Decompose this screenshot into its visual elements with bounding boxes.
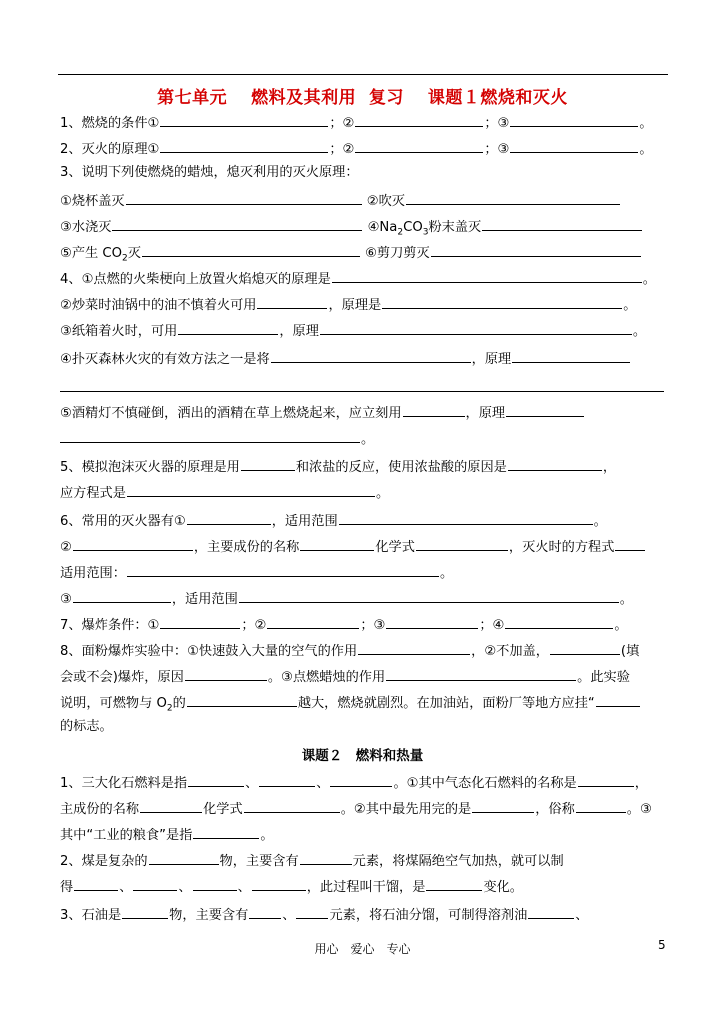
question-3-intro: 3、说明下列使燃烧的蜡烛，熄灭利用的灭火原理： (60, 165, 359, 180)
answer-blank[interactable] (576, 798, 626, 813)
s2q1-text: 化学式 (203, 802, 243, 817)
answer-blank[interactable] (193, 876, 237, 891)
q4-text: 。 (361, 432, 375, 447)
answer-blank[interactable] (508, 456, 602, 471)
answer-blank[interactable] (133, 876, 177, 891)
question-6 (60, 510, 607, 528)
q7-text: 。 (614, 618, 628, 633)
s2-question-2-cont (60, 876, 523, 894)
s2q1-text: 、 (316, 776, 330, 791)
answer-blank[interactable] (126, 190, 362, 205)
question-3-row-2 (60, 216, 643, 238)
answer-blank[interactable] (257, 294, 327, 309)
question-8-cont-3: 的标志。 (60, 719, 113, 734)
answer-blank[interactable] (386, 614, 478, 629)
s2q2-text: 、 (119, 880, 133, 895)
q4-text: ，原理 (471, 352, 512, 367)
answer-blank[interactable] (60, 428, 360, 443)
q5-text: ， (602, 460, 617, 475)
subscript: 3 (422, 227, 429, 238)
s2q2-text: 得 (60, 880, 74, 895)
answer-blank[interactable] (578, 772, 634, 787)
s2-question-1-cont-2 (60, 824, 274, 842)
question-2 (60, 138, 653, 156)
q3-item-5: ⑤产生 CO (60, 246, 122, 261)
q2-text-d: 。 (639, 142, 653, 157)
question-4-part-5 (60, 402, 585, 420)
s2q2-text: 物，主要含有 (219, 854, 299, 869)
s2q1-text: ， (634, 776, 648, 791)
q1-text-a: 1、燃烧的条件① (60, 116, 160, 131)
q6-text: 适用范围： (60, 566, 126, 581)
q6-text: 化学式 (375, 540, 415, 555)
answer-blank[interactable] (358, 640, 470, 655)
s2q2-text: 、 (178, 880, 192, 895)
question-6-item-2-range (60, 562, 453, 580)
s2q1-text: 、 (245, 776, 259, 791)
answer-blank[interactable] (127, 482, 375, 497)
answer-blank[interactable] (330, 772, 392, 787)
q3-item-3: ③水浇灭 (60, 220, 112, 235)
answer-blank[interactable] (160, 138, 328, 153)
answer-blank[interactable] (506, 402, 584, 417)
q6-text: 6、常用的灭火器有① (60, 514, 186, 529)
answer-blank[interactable] (127, 562, 439, 577)
q3-item-4: ④Na (367, 220, 398, 235)
section-2-title: 课题２ 燃料和热量 (301, 748, 424, 764)
answer-blank[interactable] (74, 876, 118, 891)
q2-text-b: ；② (329, 142, 355, 157)
question-4-part-3 (60, 320, 646, 338)
question-5-cont (60, 482, 389, 500)
q6-text: ，适用范围 (271, 514, 338, 529)
q6-text: ，灭火时的方程式 (508, 540, 615, 555)
answer-blank[interactable] (249, 904, 281, 919)
q8-text: 。③点燃蜡烛的作用 (267, 670, 386, 685)
answer-blank[interactable] (267, 614, 359, 629)
q6-text: 。 (593, 514, 607, 529)
q8-text: 说明，可燃物与 O (60, 696, 167, 711)
q1-text-d: 。 (639, 116, 653, 131)
q8-text: (填 (620, 644, 640, 659)
q4-text: ，原理是 (328, 298, 382, 313)
q6-text: ② (60, 540, 72, 555)
q7-text: ；④ (479, 618, 505, 633)
q8-text: 8、面粉爆炸实验中：①快速鼓入大量的空气的作用 (60, 644, 358, 659)
q3-item-4-formula: CO (403, 220, 423, 235)
answer-blank[interactable] (510, 112, 638, 127)
q4-text: 。 (642, 272, 656, 287)
q5-text: 和浓盐的反应，使用浓盐酸的原因是 (295, 460, 507, 475)
answer-blank[interactable] (122, 904, 168, 919)
answer-blank[interactable] (149, 850, 219, 865)
answer-blank[interactable] (339, 510, 593, 525)
s2q1-text: 。 (260, 828, 274, 843)
answer-blank[interactable] (482, 216, 642, 231)
q4-text: ②炒菜时油锅中的油不慎着火可用 (60, 298, 257, 313)
s2q1-text: 。②其中最先用完的是 (340, 802, 472, 817)
answer-blank[interactable] (320, 320, 632, 335)
subscript: 2 (121, 253, 128, 264)
s2q1-text: 1、三大化石燃料是指 (60, 776, 188, 791)
s2q3-text: 、 (575, 908, 589, 923)
s2-question-3 (60, 904, 588, 922)
question-1 (60, 112, 653, 130)
q4-text: ⑤酒精灯不慎碰倒，洒出的酒精在草上燃烧起来，应立刻用 (60, 406, 402, 421)
answer-blank[interactable] (140, 798, 202, 813)
s2q1-text: ，俗称 (535, 802, 575, 817)
question-8-cont-2 (60, 692, 641, 714)
q4-text: ④扑灭森林火灾的有效方法之一是将 (60, 352, 270, 367)
answer-blank[interactable] (386, 666, 576, 681)
answer-blank[interactable] (512, 348, 630, 363)
q4-text: 。 (623, 298, 637, 313)
page-title: 第七单元 燃料及其利用 复习 课题１燃烧和灭火 (157, 88, 568, 108)
q8-text: 。此实验 (577, 670, 630, 685)
s2q1-text: 。①其中气态化石燃料的名称是 (393, 776, 577, 791)
subscript: 2 (397, 227, 404, 238)
answer-blank[interactable] (596, 692, 640, 707)
question-4-part-2 (60, 294, 636, 312)
q4-text: ，原理 (465, 406, 506, 421)
question-8 (60, 640, 639, 658)
question-4-part-1 (60, 268, 656, 286)
answer-blank[interactable] (193, 824, 259, 839)
q6-text: 。 (439, 566, 454, 581)
question-4-part-4 (60, 348, 631, 366)
question-3-row-1 (60, 190, 621, 208)
q6-text: ③ (60, 592, 72, 607)
answer-blank[interactable] (416, 536, 508, 551)
s2q3-text: 物，主要含有 (169, 908, 249, 923)
answer-blank[interactable] (142, 242, 360, 257)
page-number: 5 (658, 938, 666, 952)
q4-text: 4、①点燃的火柴梗向上放置火焰熄灭的原理是 (60, 272, 331, 287)
question-7 (60, 614, 628, 632)
answer-blank[interactable] (550, 640, 620, 655)
q8-text: 越大，燃烧就剧烈。在加油站，面粉厂等地方应挂“ (297, 696, 595, 711)
answer-blank[interactable] (426, 876, 482, 891)
answer-blank[interactable] (271, 348, 471, 363)
answer-blank[interactable] (528, 904, 574, 919)
answer-blank[interactable] (355, 112, 483, 127)
q4-text: 。 (632, 324, 647, 339)
q3-item-1: ①烧杯盖灭 (60, 194, 125, 209)
subscript: 2 (166, 703, 173, 714)
s2q2-text: 、 (237, 880, 251, 895)
q3-item-2: ②吹灭 (366, 194, 405, 209)
q4-text: ，原理 (279, 324, 319, 339)
q5-text: 5、模拟泡沫灭火器的原理是用 (60, 460, 240, 475)
answer-blank[interactable] (296, 904, 328, 919)
s2q3-text: 3、石油是 (60, 908, 122, 923)
answer-blank[interactable] (510, 138, 638, 153)
q7-text: ；③ (360, 618, 386, 633)
answer-blank[interactable] (300, 536, 374, 551)
footer-motto: 用心 爱心 专心 (314, 942, 411, 956)
s2-question-1 (60, 772, 648, 790)
s2q1-text: 。③ (626, 802, 652, 817)
answer-blank[interactable] (160, 112, 328, 127)
question-6-item-3 (60, 588, 633, 606)
answer-blank[interactable] (406, 190, 620, 205)
question-8-cont-1 (60, 666, 630, 684)
s2q3-text: 、 (282, 908, 296, 923)
question-6-item-2 (60, 536, 646, 554)
answer-blank[interactable] (187, 692, 297, 707)
q8-text: 的 (172, 696, 186, 711)
s2q2-text: 变化。 (483, 880, 523, 895)
answer-blank[interactable] (160, 614, 240, 629)
q3-item-4-tail: 粉末盖灭 (428, 220, 482, 235)
answer-blank[interactable] (187, 510, 271, 525)
answer-blank[interactable] (505, 614, 613, 629)
answer-blank[interactable] (472, 798, 534, 813)
answer-blank[interactable] (615, 536, 645, 551)
top-rule (58, 74, 668, 75)
q8-text: 会或不会)爆炸，原因 (60, 670, 184, 685)
q5-text: 。 (375, 486, 390, 501)
answer-line[interactable] (60, 391, 664, 392)
answer-blank[interactable] (252, 876, 306, 891)
q6-text: ，适用范围 (171, 592, 238, 607)
q2-text-a: 2、灭火的原理① (60, 142, 160, 157)
answer-blank[interactable] (239, 588, 619, 603)
q1-text-c: ；③ (484, 116, 510, 131)
q7-text: 7、爆炸条件：① (60, 618, 160, 633)
answer-blank[interactable] (259, 772, 315, 787)
s2q1-text: 主成份的名称 (60, 802, 140, 817)
answer-blank[interactable] (244, 798, 340, 813)
s2-question-2 (60, 850, 564, 868)
answer-blank[interactable] (382, 294, 622, 309)
answer-blank[interactable] (73, 588, 171, 603)
answer-blank[interactable] (188, 772, 244, 787)
question-5 (60, 456, 616, 474)
question-3-row-3 (60, 242, 642, 264)
q7-text: ；② (241, 618, 267, 633)
q5-text: 应方程式是 (60, 486, 126, 501)
answer-blank[interactable] (185, 666, 267, 681)
q1-text-b: ；② (329, 116, 355, 131)
s2q2-text: ，此过程叫干馏，是 (306, 880, 426, 895)
s2q3-text: 元素，将石油分馏，可制得溶剂油 (329, 908, 528, 923)
answer-blank[interactable] (112, 216, 362, 231)
s2q2-text: 2、煤是复杂的 (60, 854, 148, 869)
q3-item-5-tail: 灭 (127, 246, 141, 261)
s2q1-text: 其中“工业的粮食”是指 (60, 828, 193, 843)
answer-blank[interactable] (178, 320, 278, 335)
q6-text: ，主要成份的名称 (193, 540, 300, 555)
question-4-part-5-cont (60, 428, 374, 446)
answer-blank[interactable] (73, 536, 193, 551)
answer-blank[interactable] (403, 402, 465, 417)
answer-blank[interactable] (355, 138, 483, 153)
s2-question-1-cont (60, 798, 652, 816)
answer-blank[interactable] (241, 456, 295, 471)
s2q2-text: 元素，将煤隔绝空气加热，就可以制 (352, 854, 564, 869)
answer-blank[interactable] (431, 242, 641, 257)
answer-blank[interactable] (332, 268, 642, 283)
answer-blank[interactable] (300, 850, 352, 865)
q3-item-6: ⑥剪刀剪灭 (365, 246, 430, 261)
q2-text-c: ；③ (484, 142, 510, 157)
q6-text: 。 (619, 592, 633, 607)
q4-text: ③纸箱着火时，可用 (60, 324, 178, 339)
q8-text: ，②不加盖， (471, 644, 549, 659)
